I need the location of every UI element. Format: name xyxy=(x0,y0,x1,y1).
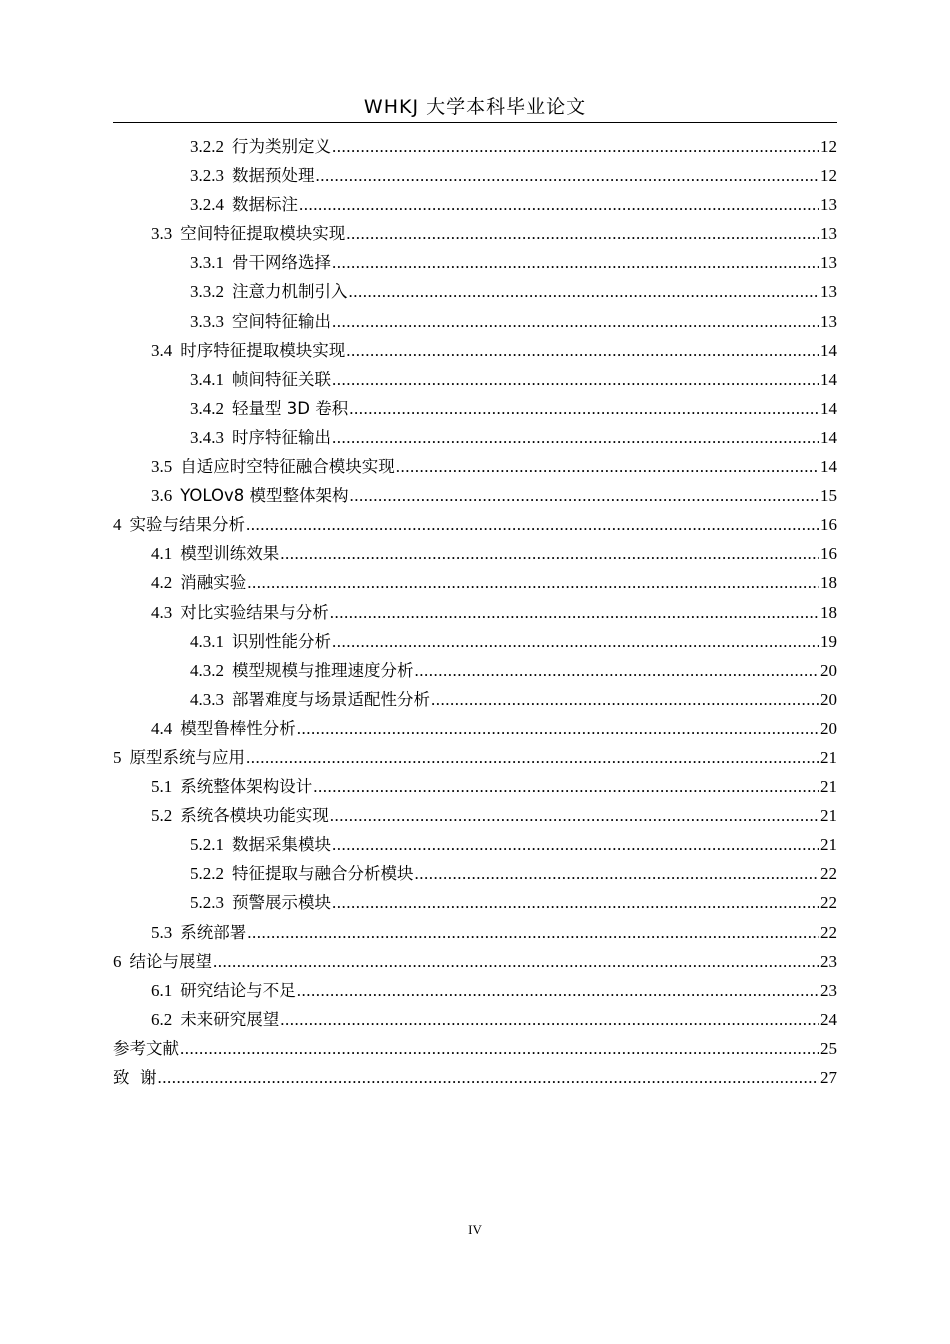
toc-entry-page: 20 xyxy=(820,660,837,680)
toc-entry-title: 部署难度与场景适配性分析 xyxy=(232,689,430,709)
toc-entry[interactable] xyxy=(113,423,837,452)
toc-entry-title: 模型规模与推理速度分析 xyxy=(232,660,414,680)
toc-entry-page: 14 xyxy=(820,398,837,418)
toc-dot-leader xyxy=(316,161,820,190)
toc-entry-title: 模型鲁棒性分析 xyxy=(180,718,296,738)
toc-entry-page: 22 xyxy=(820,864,837,884)
toc-entry-page: 21 xyxy=(820,777,837,797)
toc-dot-leader xyxy=(180,1034,819,1063)
toc-entry-number: 3.5 xyxy=(151,457,173,477)
toc-entry-page: 23 xyxy=(820,980,837,1000)
toc-entry[interactable] xyxy=(113,452,837,481)
toc-dot-leader xyxy=(349,394,819,423)
toc-entry-title: 预警展示模块 xyxy=(232,893,331,913)
toc-entry-number: 6.2 xyxy=(151,1009,173,1029)
toc-entry[interactable] xyxy=(113,947,837,976)
toc-dot-leader xyxy=(350,481,819,510)
toc-entry[interactable] xyxy=(113,918,837,947)
toc-entry-page: 12 xyxy=(820,166,837,186)
toc-entry-page: 21 xyxy=(820,747,837,767)
toc-entry-title: 时序特征输出 xyxy=(232,427,331,447)
toc-entry[interactable] xyxy=(113,277,837,306)
toc-entry-number: 3.2.3 xyxy=(190,166,224,186)
table-of-contents xyxy=(113,132,837,1092)
toc-entry[interactable] xyxy=(113,1005,837,1034)
toc-dot-leader xyxy=(299,190,819,219)
toc-entry-number: 3.4.1 xyxy=(190,369,224,389)
toc-entry-page: 13 xyxy=(820,253,837,273)
toc-entry-title: 参考文献 xyxy=(113,1038,179,1058)
toc-entry[interactable] xyxy=(113,307,837,336)
toc-dot-leader xyxy=(346,336,819,365)
toc-entry-title: 模型训练效果 xyxy=(180,544,280,564)
toc-entry[interactable] xyxy=(113,888,837,917)
toc-entry[interactable] xyxy=(113,801,837,830)
toc-entry-title: 数据标注 xyxy=(232,195,298,215)
header-title: WHKJ 大学本科毕业论文 xyxy=(363,96,587,118)
toc-dot-leader xyxy=(280,1005,819,1034)
toc-entry-number: 5.1 xyxy=(151,777,173,797)
toc-dot-leader xyxy=(332,627,819,656)
toc-entry[interactable] xyxy=(113,161,837,190)
toc-entry[interactable] xyxy=(113,248,837,277)
toc-entry-title: 系统部署 xyxy=(180,922,247,942)
toc-dot-leader xyxy=(246,510,819,539)
toc-dot-leader xyxy=(313,772,819,801)
toc-dot-leader xyxy=(332,830,819,859)
toc-entry-number: 5.2.2 xyxy=(190,864,224,884)
toc-entry-title: 空间特征输出 xyxy=(232,311,331,331)
toc-entry-number: 4.2 xyxy=(151,573,173,593)
toc-dot-leader xyxy=(297,714,819,743)
toc-entry[interactable] xyxy=(113,1034,837,1063)
toc-entry-number: 6.1 xyxy=(151,980,173,1000)
toc-entry-title: 对比实验结果与分析 xyxy=(180,602,329,622)
toc-entry-number: 4.3 xyxy=(151,602,173,622)
toc-dot-leader xyxy=(431,685,819,714)
toc-entry-page: 23 xyxy=(820,951,837,971)
toc-entry[interactable] xyxy=(113,830,837,859)
toc-entry-title: 时序特征提取模块实现 xyxy=(180,340,346,360)
toc-entry-number: 5.2.1 xyxy=(190,835,224,855)
toc-entry-number: 3.4.3 xyxy=(190,427,224,447)
toc-entry[interactable] xyxy=(113,568,837,597)
toc-entry[interactable] xyxy=(113,859,837,888)
toc-dot-leader xyxy=(332,248,819,277)
toc-entry-page: 21 xyxy=(820,835,837,855)
toc-entry-number: 3.2.4 xyxy=(190,195,224,215)
toc-entry-page: 16 xyxy=(820,544,837,564)
toc-entry[interactable] xyxy=(113,714,837,743)
toc-entry-number: 5.2.3 xyxy=(190,893,224,913)
toc-entry-page: 15 xyxy=(820,486,837,506)
toc-entry-title: 特征提取与融合分析模块 xyxy=(232,864,414,884)
page-header xyxy=(113,94,837,123)
toc-dot-leader xyxy=(247,568,819,597)
toc-entry-number: 3.3.2 xyxy=(190,282,224,302)
toc-entry-page: 13 xyxy=(820,224,837,244)
toc-entry[interactable] xyxy=(113,772,837,801)
toc-dot-leader xyxy=(415,656,820,685)
toc-entry-number: 3.4.2 xyxy=(190,398,224,418)
toc-entry-page: 13 xyxy=(820,282,837,302)
toc-entry-title: 致 谢 xyxy=(113,1068,157,1087)
toc-entry-title: 数据采集模块 xyxy=(232,835,331,855)
toc-entry-number: 5.2 xyxy=(151,806,173,826)
toc-entry[interactable] xyxy=(113,132,837,161)
toc-entry-page: 20 xyxy=(820,718,837,738)
toc-entry-page: 14 xyxy=(820,369,837,389)
toc-entry-title: 研究结论与不足 xyxy=(180,980,296,1000)
toc-entry-title: 空间特征提取模块实现 xyxy=(180,224,346,244)
toc-entry-title: 消融实验 xyxy=(180,573,247,593)
toc-entry-page: 22 xyxy=(820,893,837,913)
toc-entry-title: 结论与展望 xyxy=(129,951,212,971)
toc-entry-page: 27 xyxy=(820,1068,837,1087)
toc-entry-page: 13 xyxy=(820,311,837,331)
toc-entry[interactable] xyxy=(113,394,837,423)
toc-entry-number: 4.3.1 xyxy=(190,631,224,651)
toc-entry-title: 实验与结果分析 xyxy=(129,515,245,535)
toc-entry-number: 5 xyxy=(113,747,122,767)
toc-entry-page: 14 xyxy=(820,427,837,447)
toc-entry[interactable] xyxy=(113,1063,837,1092)
toc-entry[interactable] xyxy=(113,976,837,1005)
toc-entry-page: 18 xyxy=(820,573,837,593)
toc-entry-page: 14 xyxy=(820,340,837,360)
toc-dot-leader xyxy=(158,1063,820,1092)
toc-entry-title: 识别性能分析 xyxy=(232,631,331,651)
toc-entry-title: 行为类别定义 xyxy=(232,137,331,156)
toc-entry[interactable] xyxy=(113,190,837,219)
toc-entry[interactable] xyxy=(113,743,837,772)
toc-entry-number: 3.2.2 xyxy=(190,137,224,156)
toc-entry-title: 帧间特征关联 xyxy=(232,369,331,389)
toc-entry-title: 轻量型 3D 卷积 xyxy=(232,398,349,418)
toc-dot-leader xyxy=(332,423,819,452)
toc-entry-page: 25 xyxy=(820,1038,837,1058)
toc-entry-number: 4.1 xyxy=(151,544,173,564)
toc-entry[interactable] xyxy=(113,219,837,248)
toc-entry-page: 16 xyxy=(820,515,837,535)
toc-entry[interactable] xyxy=(113,656,837,685)
toc-entry-number: 4.4 xyxy=(151,718,173,738)
toc-dot-leader xyxy=(332,132,819,161)
toc-entry-title: 原型系统与应用 xyxy=(129,747,245,767)
toc-entry[interactable] xyxy=(113,598,837,627)
toc-dot-leader xyxy=(332,888,819,917)
toc-entry-number: 6 xyxy=(113,951,122,971)
toc-dot-leader xyxy=(332,307,819,336)
toc-entry-page: 12 xyxy=(820,137,837,156)
toc-entry-number: 3.3.1 xyxy=(190,253,224,273)
toc-entry[interactable] xyxy=(113,627,837,656)
toc-entry-number: 3.3 xyxy=(151,224,173,244)
toc-entry[interactable] xyxy=(113,510,837,539)
toc-entry[interactable] xyxy=(113,481,837,510)
toc-entry-title: 系统各模块功能实现 xyxy=(180,806,329,826)
toc-entry-number: 3.6 xyxy=(151,486,173,506)
toc-dot-leader xyxy=(349,277,820,306)
toc-entry-title: 数据预处理 xyxy=(232,166,315,186)
toc-entry-title: 骨干网络选择 xyxy=(232,253,331,273)
toc-dot-leader xyxy=(213,947,819,976)
toc-dot-leader xyxy=(297,976,819,1005)
toc-dot-leader xyxy=(246,743,819,772)
toc-dot-leader xyxy=(396,452,819,481)
toc-entry-page: 24 xyxy=(820,1009,837,1029)
toc-dot-leader xyxy=(415,859,820,888)
toc-entry-number: 5.3 xyxy=(151,922,173,942)
toc-entry-number: 4.3.2 xyxy=(190,660,224,680)
toc-entry[interactable] xyxy=(113,336,837,365)
toc-entry-page: 14 xyxy=(820,457,837,477)
toc-entry-page: 21 xyxy=(820,806,837,826)
toc-entry-page: 13 xyxy=(820,195,837,215)
page-number: IV xyxy=(468,1222,482,1237)
toc-dot-leader xyxy=(330,801,819,830)
toc-entry-title: YOLOv8 模型整体架构 xyxy=(180,486,349,506)
toc-entry-title: 系统整体架构设计 xyxy=(180,777,313,797)
toc-dot-leader xyxy=(330,598,819,627)
toc-entry-page: 22 xyxy=(820,922,837,942)
toc-entry-title: 未来研究展望 xyxy=(180,1009,280,1029)
toc-entry[interactable] xyxy=(113,365,837,394)
toc-entry-number: 4.3.3 xyxy=(190,689,224,709)
toc-entry-title: 注意力机制引入 xyxy=(232,282,348,302)
toc-entry-number: 3.3.3 xyxy=(190,311,224,331)
toc-entry-number: 3.4 xyxy=(151,340,173,360)
toc-entry-page: 18 xyxy=(820,602,837,622)
toc-entry[interactable] xyxy=(113,685,837,714)
toc-entry-title: 自适应时空特征融合模块实现 xyxy=(180,457,395,477)
toc-dot-leader xyxy=(332,365,819,394)
toc-dot-leader xyxy=(346,219,819,248)
toc-dot-leader xyxy=(247,918,819,947)
toc-dot-leader xyxy=(280,539,819,568)
toc-entry-page: 20 xyxy=(820,689,837,709)
toc-entry-number: 4 xyxy=(113,515,122,535)
toc-entry-page: 19 xyxy=(820,631,837,651)
toc-entry[interactable] xyxy=(113,539,837,568)
